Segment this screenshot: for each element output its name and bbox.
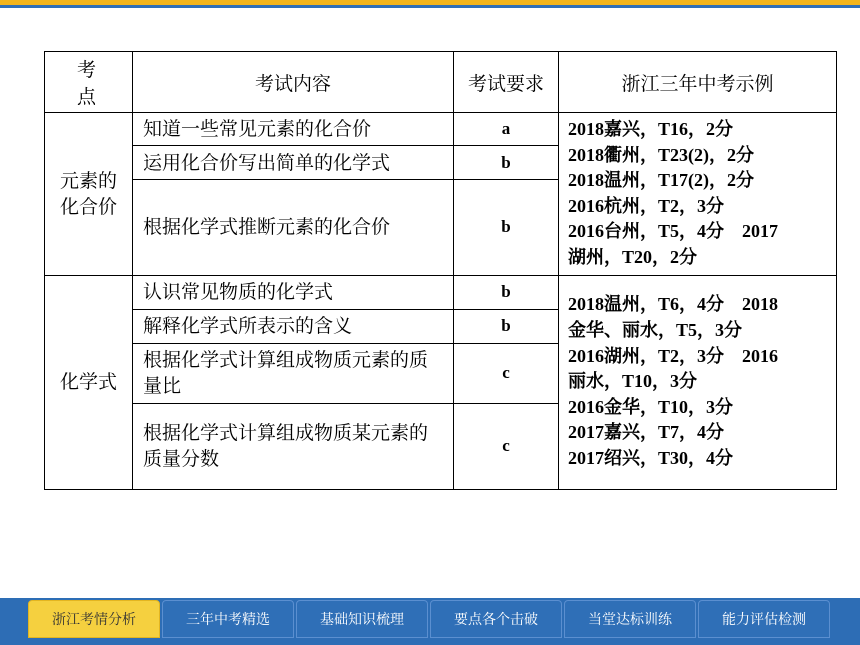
example-line: 2016杭州，T2，3分 <box>568 195 725 216</box>
example-line: 2017嘉兴，T7，4分 <box>568 422 725 443</box>
table-row <box>45 275 837 309</box>
category-label: 元素的化合价 <box>59 169 117 218</box>
requirement-cell: c <box>454 343 559 403</box>
tab-basic-knowledge[interactable]: 基础知识梳理 <box>296 600 428 638</box>
example-line: 2018温州，T17(2)，2分 <box>568 170 754 191</box>
requirement-cell: b <box>454 146 559 180</box>
example-line: 2016台州，T5，4分 2017 <box>568 221 779 242</box>
header-row <box>45 52 837 113</box>
content-cell: 根据化学式计算组成物质元素的质量比 <box>133 343 454 403</box>
example-line: 2018温州，T6，4分 2018 <box>568 294 779 315</box>
requirement-cell: b <box>454 180 559 275</box>
example-line: 2018嘉兴，T16，2分 <box>568 119 734 139</box>
content-cell: 根据化学式计算组成物质某元素的质量分数 <box>133 403 454 489</box>
content-cell: 认识常见物质的化学式 <box>133 275 454 309</box>
requirement-cell: b <box>454 275 559 309</box>
exam-table <box>44 51 837 490</box>
example-line: 2018衢州，T23(2)，2分 <box>568 144 754 165</box>
example-line: 2016金华，T10，3分 <box>568 396 734 417</box>
example-line: 丽水，T10，3分 <box>568 371 698 392</box>
content-cell: 运用化合价写出简单的化学式 <box>133 146 454 180</box>
header-exam-point: 考 点 <box>45 52 133 113</box>
header-exam-content: 考试内容 <box>133 52 454 113</box>
example-line: 2016湖州，T2，3分 2016 <box>568 345 779 366</box>
requirement-cell: c <box>454 403 559 489</box>
content-cell: 解释化学式所表示的含义 <box>133 309 454 343</box>
examples-cell <box>559 113 837 276</box>
requirement-cell: a <box>454 113 559 146</box>
tab-three-year-selection[interactable]: 三年中考精选 <box>162 600 294 638</box>
tab-zhejiang-analysis[interactable]: 浙江考情分析 <box>28 600 160 638</box>
header-exam-requirement: 考试要求 <box>454 52 559 113</box>
content-cell: 根据化学式推断元素的化合价 <box>133 180 454 275</box>
header-exam-examples: 浙江三年中考示例 <box>559 52 837 113</box>
bottom-nav-tabs <box>28 600 832 638</box>
example-line: 金华、丽水，T5，3分 <box>568 320 743 341</box>
category-cell: 化学式 <box>45 275 133 489</box>
examples-cell <box>559 275 837 489</box>
table-row <box>45 113 837 146</box>
tab-class-practice[interactable]: 当堂达标训练 <box>564 600 696 638</box>
tab-key-points[interactable]: 要点各个击破 <box>430 600 562 638</box>
example-line: 湖州，T20，2分 <box>568 246 698 267</box>
example-line: 2017绍兴，T30，4分 <box>568 448 734 469</box>
category-cell <box>45 113 133 276</box>
content-cell: 知道一些常见元素的化合价 <box>133 113 454 146</box>
requirement-cell: b <box>454 309 559 343</box>
tab-ability-assessment[interactable]: 能力评估检测 <box>698 600 830 638</box>
top-blue-stripe <box>0 5 860 8</box>
